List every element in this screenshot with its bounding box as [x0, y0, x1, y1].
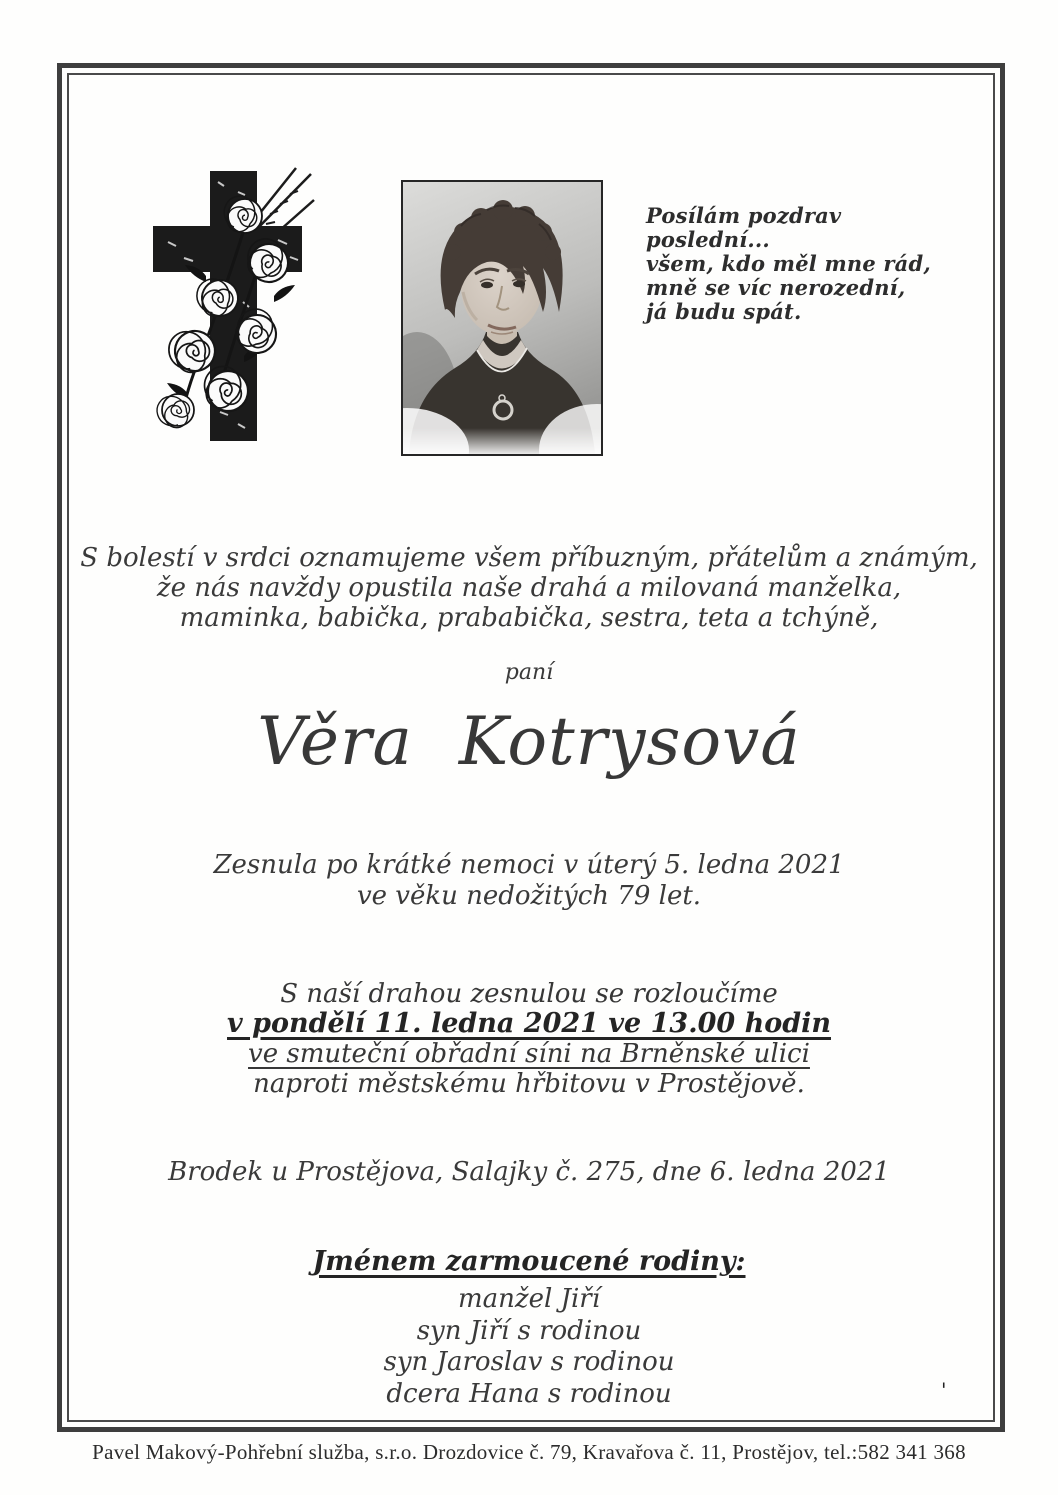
- ceremony-details: [0, 979, 1058, 1099]
- honorific-title: paní: [504, 660, 554, 685]
- poem-line: všem, kdo měl mne rád,: [646, 251, 931, 276]
- deceased-name: Věra Kotrysová: [257, 703, 801, 780]
- death-info: [0, 850, 1058, 912]
- issue-place-date: Brodek u Prostějova, Salajky č. 275, dne 6. ledna 2021: [168, 1157, 890, 1187]
- family-member: syn Jiří s rodinou: [416, 1315, 642, 1346]
- ceremony-date-time: v pondělí 11. ledna 2021 ve 13.00 hodin: [227, 1008, 831, 1039]
- death-info-line: ve věku nedožitých 79 let.: [356, 881, 702, 911]
- poem-line: mně se víc nerozední,: [646, 275, 906, 300]
- family-member: manžel Jiří: [457, 1284, 601, 1314]
- announcement-line: že nás navždy opustila naše drahá a milovaná manželka,: [156, 573, 902, 603]
- family-member: syn Jaroslav s rodinou: [383, 1347, 675, 1377]
- scan-artifact-mark: ': [941, 1378, 947, 1402]
- ceremony-intro-line: S naší drahou zesnulou se rozloučíme: [280, 979, 778, 1009]
- cross-with-roses-icon: [148, 162, 316, 454]
- family-member: dcera Hana s rodinou: [386, 1378, 672, 1409]
- family-heading: Jménem zarmoucené rodiny:: [312, 1246, 746, 1277]
- funeral-service-footer: Pavel Makový-Pohřební služba, s.r.o. Drozdovice č. 79, Kravařova č. 11, Prostějov, tel.:582 341 368: [92, 1440, 966, 1464]
- poem-line: Posílám pozdrav poslední...: [646, 203, 842, 252]
- family-members-list: [0, 1284, 1058, 1410]
- announcement-text: [0, 543, 1058, 633]
- ceremony-place: ve smuteční obřadní síni na Brněnské ulici: [248, 1039, 810, 1069]
- farewell-poem: [646, 204, 936, 324]
- announcement-line: S bolestí v srdci oznamujeme všem příbuzným, přátelům a známým,: [80, 543, 978, 573]
- deceased-portrait-photo: [401, 180, 603, 456]
- poem-line: já budu spát.: [646, 299, 802, 324]
- ceremony-place-detail: naproti městskému hřbitovu v Prostějově.: [253, 1069, 805, 1099]
- announcement-line: maminka, babička, prababička, sestra, teta a tchýně,: [179, 603, 879, 633]
- death-info-line: Zesnula po krátké nemoci v úterý 5. ledna 2021: [213, 850, 845, 880]
